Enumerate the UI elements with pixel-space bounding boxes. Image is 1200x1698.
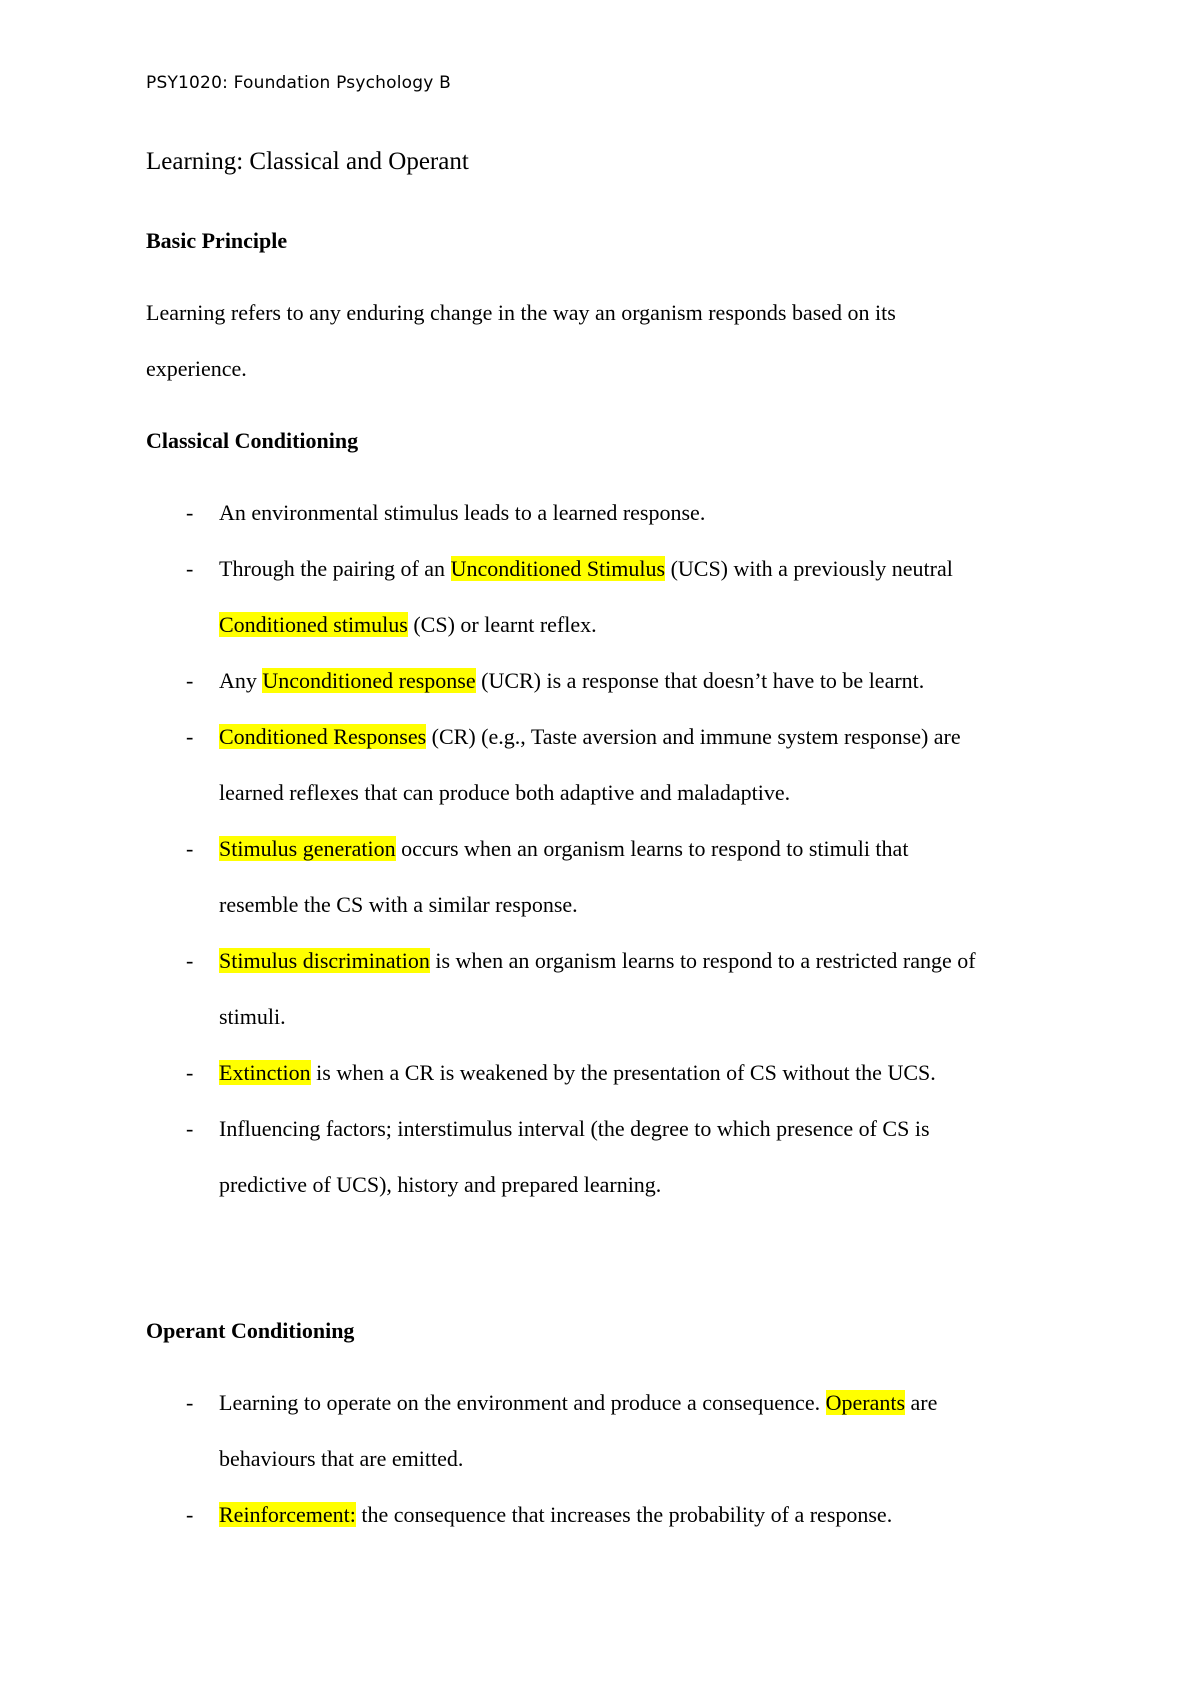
highlighted-term: Conditioned stimulus [219,612,408,637]
bullet-text: behaviours that are emitted. [219,1446,464,1471]
text-segment: is when a CR is weakened by the presentation of CS without the UCS. [310,1060,936,1085]
heading-basic-principle: Basic Principle [146,228,288,253]
bullet-text: stimuli. [219,1004,286,1029]
bullet-text: Influencing factors; interstimulus interval (the degree to which presence of CS is [219,1116,930,1141]
bullet-text: learned reflexes that can produce both adaptive and maladaptive. [219,780,791,805]
text-segment: are [905,1390,938,1415]
highlighted-term: Operants [825,1390,906,1415]
bullet-dash: - [186,724,194,749]
highlighted-term: Extinction [219,1060,311,1085]
bullet-text [219,1502,892,1528]
text-segment: occurs when an organism learns to respond to stimuli that [395,836,909,861]
bullet-text [219,612,597,638]
highlighted-term: Unconditioned response [262,668,476,693]
bullet-text [219,668,924,694]
text-segment: the consequence that increases the probability of a response. [355,1502,893,1527]
bullet-dash: - [186,836,194,861]
text-segment: is when an organism learns to respond to a restricted range of [429,948,976,973]
highlighted-term: Reinforcement: [219,1502,356,1527]
heading-classical-conditioning: Classical Conditioning [146,428,359,453]
text-segment: Through the pairing of an [219,556,451,581]
text-segment: Any [219,668,263,693]
bullet-text: resemble the CS with a similar response. [219,892,578,917]
bullet-text [219,948,976,974]
text-segment: (CS) or learnt reflex. [407,612,597,637]
bullet-dash: - [186,1060,194,1085]
page-title: Learning: Classical and Operant [146,148,469,175]
heading-operant-conditioning: Operant Conditioning [146,1318,355,1343]
text-segment: (CR) (e.g., Taste aversion and immune system response) are [426,724,961,749]
bullet-text: An environmental stimulus leads to a learned response. [219,500,706,525]
bullet-text [219,836,908,862]
text-segment: Learning to operate on the environment and produce a consequence. [219,1390,826,1415]
paragraph-line: Learning refers to any enduring change in the way an organism responds based on its [146,300,896,325]
text-segment: (UCR) is a response that doesn’t have to be learnt. [475,668,925,693]
highlighted-term: Stimulus generation [219,836,396,861]
bullet-text: predictive of UCS), history and prepared learning. [219,1172,662,1197]
bullet-dash: - [186,1390,194,1415]
bullet-text [219,724,961,750]
bullet-text [219,1390,937,1416]
highlighted-term: Unconditioned Stimulus [450,556,666,581]
bullet-dash: - [186,668,194,693]
bullet-dash: - [186,948,194,973]
bullet-text [219,556,953,582]
running-header: PSY1020: Foundation Psychology B [146,73,451,93]
bullet-text [219,1060,936,1086]
text-segment: (UCS) with a previously neutral [665,556,953,581]
paragraph-line: experience. [146,356,247,381]
bullet-dash: - [186,556,194,581]
highlighted-term: Stimulus discrimination [219,948,430,973]
bullet-dash: - [186,500,194,525]
highlighted-term: Conditioned Responses [219,724,427,749]
bullet-dash: - [186,1502,194,1527]
bullet-dash: - [186,1116,194,1141]
